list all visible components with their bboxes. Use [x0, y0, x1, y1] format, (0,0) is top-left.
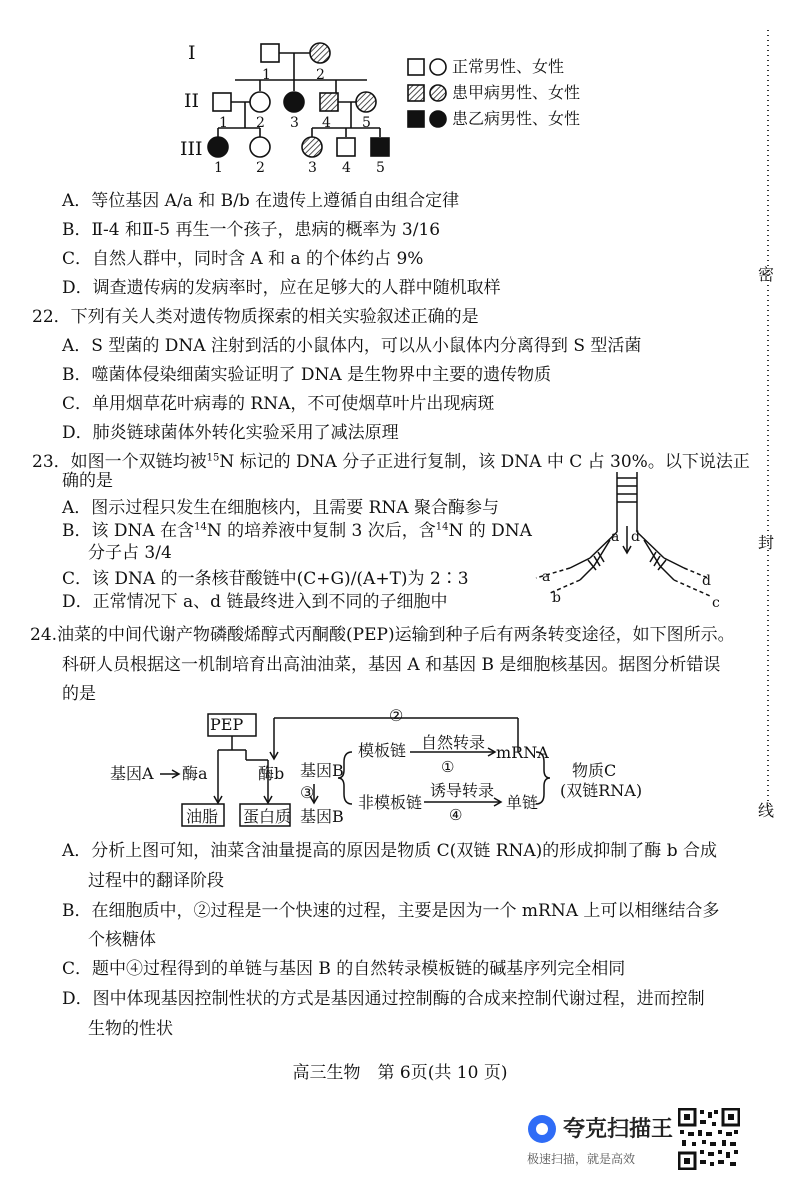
- pedigree-number: 3: [290, 115, 299, 131]
- q23-option-b: [62, 520, 532, 542]
- q21-option-d: D．调查遗传病的发病率时，应在足够大的人群中随机取样: [62, 278, 501, 298]
- substance-c-label: 物质C: [572, 761, 617, 780]
- q23-option-b-part: N 的 DNA: [448, 521, 532, 541]
- q24-option-d: D．图中体现基因控制性状的方式是基因通过控制酶的合成来控制代谢过程，进而控制: [62, 989, 705, 1009]
- strand-label: d: [631, 529, 640, 545]
- q24-stem-line1: 24.油菜的中间代谢产物磷酸烯醇式丙酮酸(PEP)运输到种子后有两条转变途径，如下图所示。: [30, 625, 735, 645]
- q23-option-c: C．该 DNA 的一条核苷酸链中(C+G)/(A+T)为 2∶3: [62, 569, 469, 589]
- q22-option-c: C．单用烟草花叶病毒的 RNA，不可使烟草叶片出现病斑: [62, 394, 495, 414]
- q24-stem-line3: 的是: [62, 684, 96, 704]
- step-3-marker: ③: [300, 783, 315, 802]
- mrna-label: mRNA: [496, 743, 549, 762]
- gene-b-label: 基因B: [300, 761, 344, 780]
- legend-normal: 正常男性、女性: [452, 57, 565, 76]
- q23-stem-part: N 标记的 DNA 分子正进行复制，该 DNA 中 C 占 30%。以下说法正: [219, 452, 750, 472]
- pedigree-number: 5: [376, 160, 385, 176]
- q24-option-d-line2: 生物的性状: [88, 1019, 173, 1039]
- seal-char: 线: [758, 801, 775, 820]
- gene-b-label-2: 基因B: [300, 807, 344, 826]
- isotope-sup: 14: [435, 521, 449, 533]
- q23-option-b-line2: 分子占 3/4: [88, 543, 172, 563]
- single-strand-label: 单链: [506, 793, 539, 812]
- generation-label: I: [188, 42, 196, 64]
- q22-option-b: B．噬菌体侵染细菌实验证明了 DNA 是生物界中主要的遗传物质: [62, 365, 552, 385]
- isotope-sup: 15: [206, 452, 220, 464]
- enzyme-a-label: 酶a: [182, 764, 208, 783]
- q21-option-a: A．等位基因 A/a 和 B/b 在遗传上遵循自由组合定律: [62, 191, 460, 211]
- template-strand-label: 模板链: [358, 741, 407, 760]
- q23-option-d: D．正常情况下 a、d 链最终进入到不同的子细胞中: [62, 592, 448, 612]
- induced-transcription-label: 诱导转录: [430, 781, 495, 800]
- q22-stem: 22．下列有关人类对遗传物质探索的相关实验叙述正确的是: [32, 307, 479, 327]
- gene-a-label: 基因A: [110, 764, 154, 783]
- nontemplate-strand-label: 非模板链: [358, 793, 423, 812]
- pedigree-number: 4: [322, 115, 331, 131]
- legend-disease-a: 患甲病男性、女性: [452, 83, 581, 102]
- q24-option-a: A．分析上图可知，油菜含油量提高的原因是物质 C(双链 RNA)的形成抑制了酶 b 合成: [62, 841, 717, 861]
- pedigree-number: 1: [214, 160, 223, 176]
- q24-option-c: C．题中④过程得到的单链与基因 B 的自然转录模板链的碱基序列完全相同: [62, 959, 626, 979]
- scanner-brand-name: 夸克扫描王: [563, 1117, 674, 1142]
- q22-option-a: A．S 型菌的 DNA 注射到活的小鼠体内，可以从小鼠体内分离得到 S 型活菌: [62, 336, 642, 356]
- strand-label: d: [702, 573, 711, 589]
- q23-option-b-part: N 的培养液中复制 3 次后，含: [206, 521, 436, 541]
- q23-stem-part: 23．如图一个双链均被: [32, 452, 207, 472]
- oil-box: 油脂: [186, 807, 219, 826]
- strand-label: c: [712, 595, 720, 611]
- seal-char: 封: [758, 533, 775, 552]
- scanner-tagline: 极速扫描，就是高效: [527, 1152, 636, 1166]
- pedigree-number: 1: [219, 115, 228, 131]
- q23-option-b-part: B．该 DNA 在含: [62, 521, 195, 541]
- pedigree-number: 4: [342, 160, 351, 176]
- pedigree-number: 2: [256, 160, 265, 176]
- pedigree-number: 2: [316, 67, 325, 83]
- generation-label: III: [180, 138, 203, 160]
- q24-option-b: B．在细胞质中，②过程是一个快速的过程，主要是因为一个 mRNA 上可以相继结合多: [62, 901, 720, 921]
- q24-option-a-line2: 过程中的翻译阶段: [88, 871, 224, 891]
- q24-option-b-line2: 个核糖体: [88, 930, 156, 950]
- protein-box: 蛋白质: [243, 807, 292, 826]
- pedigree-number: 5: [362, 115, 371, 131]
- page-footer: 高三生物 第 6页(共 10 页): [292, 1063, 508, 1083]
- step-1-marker: ①: [441, 758, 455, 776]
- q23-stem-line2: 确的是: [62, 471, 113, 491]
- q24-stem-line2: 科研人员根据这一机制培育出高油油菜，基因 A 和基因 B 是细胞核基因。据图分析错误: [62, 655, 721, 675]
- natural-transcription-label: 自然转录: [421, 733, 486, 752]
- q23-option-a: A．图示过程只发生在细胞核内，且需要 RNA 聚合酶参与: [62, 498, 500, 518]
- dsrna-label: (双链RNA): [560, 781, 643, 800]
- strand-label: a: [542, 569, 551, 585]
- pedigree-number: 1: [262, 67, 271, 83]
- qr-code-icon: [678, 1108, 740, 1170]
- seal-char: 密: [758, 265, 775, 284]
- scanner-logo-icon: [527, 1114, 557, 1144]
- seal-strip: [754, 30, 784, 810]
- q22-option-d: D．肺炎链球菌体外转化实验采用了减法原理: [62, 423, 399, 443]
- pep-box: PEP: [210, 715, 244, 734]
- step-4-marker: ④: [449, 806, 463, 824]
- isotope-sup: 14: [194, 521, 207, 533]
- strand-label: b: [552, 590, 561, 606]
- generation-label: II: [184, 90, 200, 112]
- strand-label: a: [611, 529, 620, 545]
- legend-disease-b: 患乙病男性、女性: [452, 109, 581, 128]
- enzyme-b-label: 酶b: [258, 764, 285, 783]
- pedigree-number: 2: [256, 115, 265, 131]
- step-2-marker: ②: [389, 706, 404, 725]
- q21-option-b: B．Ⅱ-4 和Ⅱ-5 再生一个孩子，患病的概率为 3/16: [62, 220, 441, 240]
- q21-option-c: C．自然人群中，同时含 A 和 a 的个体约占 9%: [62, 249, 424, 269]
- pedigree-number: 3: [308, 160, 317, 176]
